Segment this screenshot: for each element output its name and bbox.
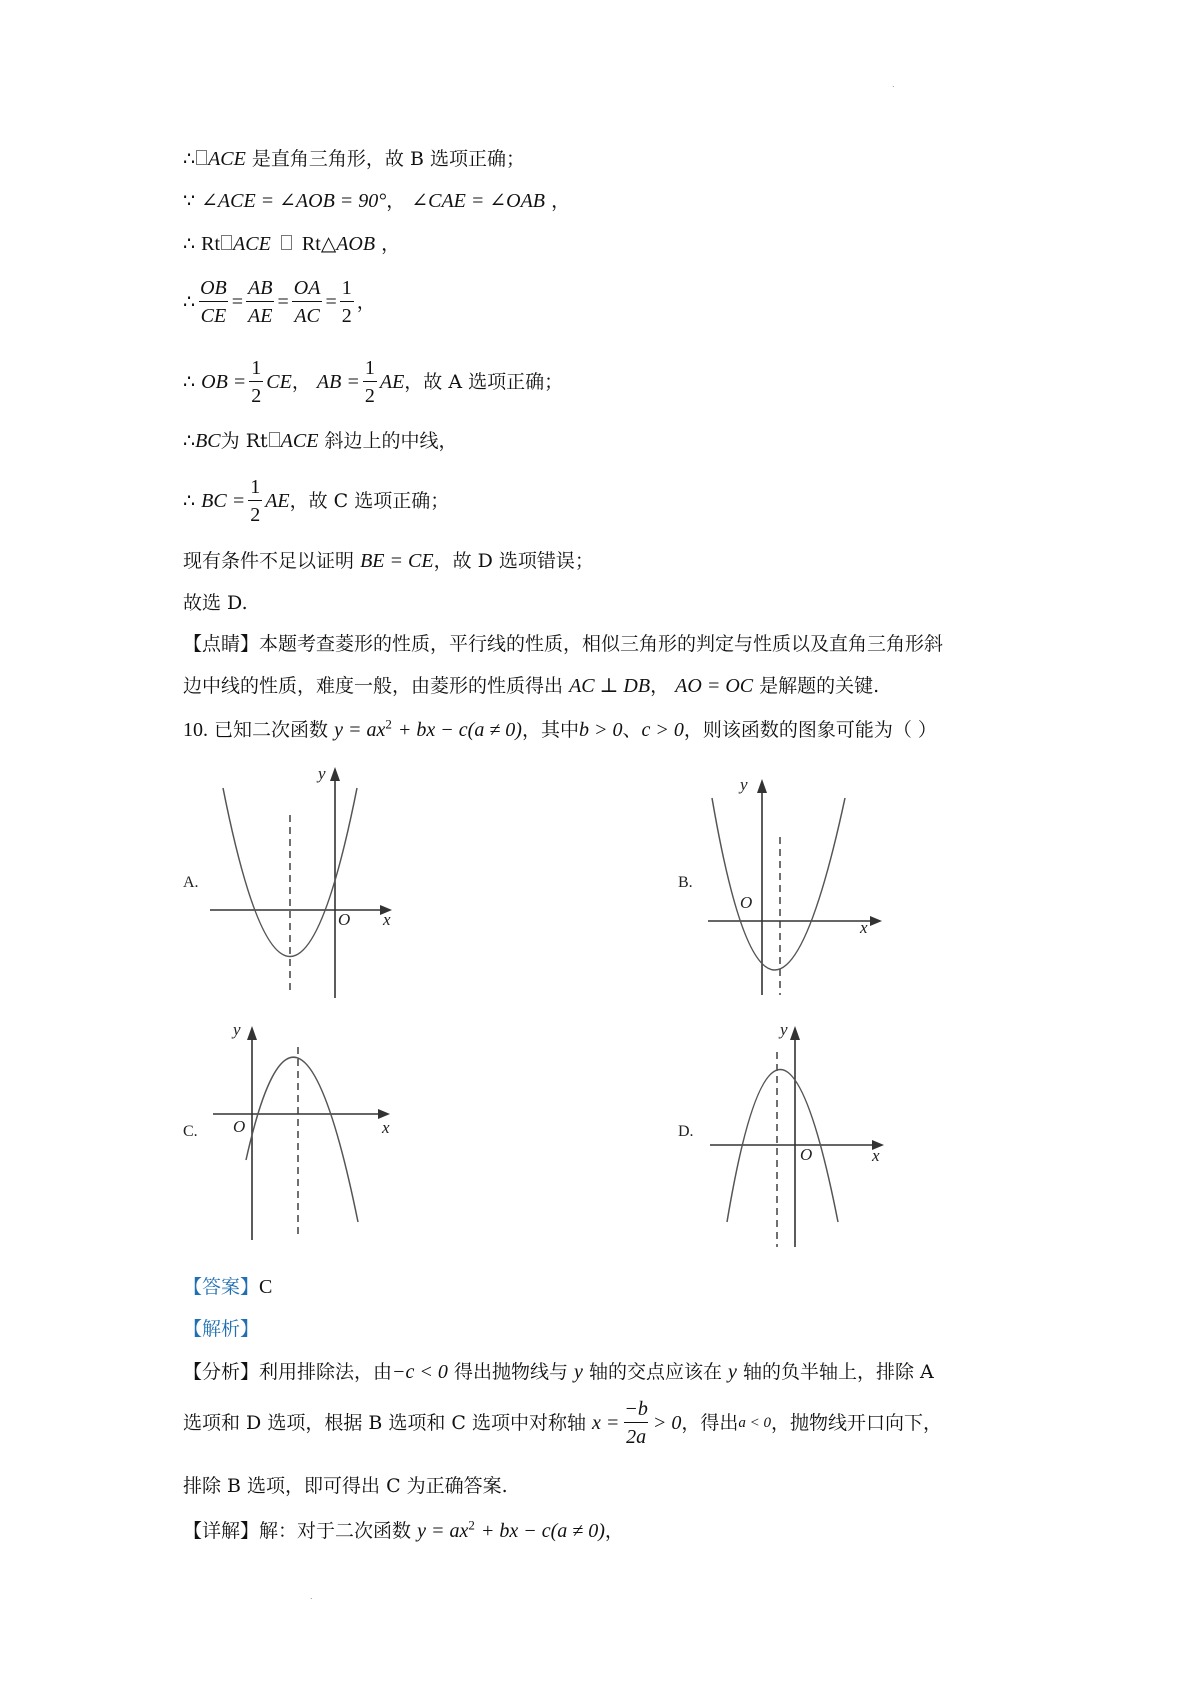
option-a-label: A. xyxy=(183,874,199,891)
option-d-label: D. xyxy=(678,1123,694,1140)
jiexi-line xyxy=(183,1316,259,1342)
graph-d-x-label: x xyxy=(872,1146,880,1165)
line-9: 故选 D. xyxy=(183,592,248,614)
option-b-label: B. xyxy=(678,874,693,891)
fraction-oa-ac: $\frac{OA}{AC}$ xyxy=(292,275,323,330)
answer-line: 【答案】C xyxy=(183,1276,273,1298)
top-corner-mark: . xyxy=(892,80,895,89)
graph-b-x-label: x xyxy=(860,918,868,937)
detail-line: 【详解】解：对于二次函数 $y = ax^2$ + bx − c(a ≠ 0)， xyxy=(183,1517,624,1542)
line-7: ∴ BC = $\frac{1}{2}$ AE ，故 C 选项正确； xyxy=(183,471,449,531)
detail-tag: 【详解】 xyxy=(183,1520,260,1542)
graph-a-y-label: y xyxy=(318,764,326,783)
line-2: ∵ ∠ACE = ∠AOB = 90°， ∠CAE = ∠OAB ， xyxy=(183,190,571,212)
dianjing-tag: 【点睛】 xyxy=(183,633,260,655)
fraction-one-half: $\frac{1}{2}$ xyxy=(340,275,354,330)
analysis-tag: 【分析】 xyxy=(183,1361,260,1383)
graph-c-x-label: x xyxy=(382,1118,390,1137)
answer-tag: 【答案】 xyxy=(183,1276,260,1298)
line-11: 边中线的性质，难度一般，由菱形的性质得出 AC ⊥ DB， AO = OC 是解题的关键. xyxy=(183,675,880,697)
graph-b-origin-label: O xyxy=(740,893,753,912)
line-8: 现有条件不足以证明 BE = CE，故 D 选项错误； xyxy=(183,550,594,572)
jiexi-tag: 【解析】 xyxy=(183,1318,260,1340)
line-5: ∴ OB = $\frac{1}{2}$ CE ， AB = $\frac{1}{2}$ AE ，故 A 选项正确； xyxy=(183,352,563,412)
analysis-line-1: 【分析】利用排除法，由−c < 0 得出抛物线与 y 轴的交点应该在 y 轴的负半轴上，排除 A xyxy=(183,1361,934,1383)
option-c-label: C. xyxy=(183,1123,198,1140)
fraction-half-3: $\frac{1}{2}$ xyxy=(248,474,262,529)
analysis-line-3: 排除 B 选项，即可得出 C 为正确答案. xyxy=(183,1475,508,1497)
line-3: ∴ Rt ACE Rt△AOB ， xyxy=(183,233,401,255)
fraction-half-2: $\frac{1}{2}$ xyxy=(363,355,377,410)
line-4: ∴ $\frac{OB}{CE}$ = $\frac{AB}{AE}$ = $\frac{OA}{AC}$ = $\frac{1}{2}$ ， xyxy=(183,272,376,332)
question-10: 10. 已知二次函数 $y = ax^2$ + bx − c(a ≠ 0)，其中b > 0、c > 0，则该函数的图象可能为（ ） xyxy=(183,716,937,741)
graph-c-y-label: y xyxy=(233,1020,241,1039)
graph-a xyxy=(200,765,400,1005)
graph-c-origin-label: O xyxy=(233,1117,246,1136)
graph-b xyxy=(700,775,900,1000)
line-1: ∴ ACE 是直角三角形，故 B 选项正确； xyxy=(183,148,525,170)
bottom-corner-mark: . xyxy=(310,1592,313,1601)
fraction-ob-ce: $\frac{OB}{CE}$ xyxy=(198,275,229,330)
graph-a-x-label: x xyxy=(383,910,391,929)
graph-a-origin-label: O xyxy=(338,910,351,929)
fraction-half-1: $\frac{1}{2}$ xyxy=(249,355,263,410)
line-10: 【点睛】本题考查菱形的性质，平行线的性质，相似三角形的判定与性质以及直角三角形斜 xyxy=(183,633,944,655)
graph-d-origin-label: O xyxy=(800,1145,813,1164)
fraction-ab-ae: $\frac{AB}{AE}$ xyxy=(246,275,274,330)
graph-b-y-label: y xyxy=(740,775,748,794)
graph-d-y-label: y xyxy=(780,1020,788,1039)
fraction-neg-b-2a: $\frac{-b}{2a}$ xyxy=(622,1396,650,1451)
line-6: ∴BC为 Rt ACE 斜边上的中线， xyxy=(183,430,458,452)
analysis-line-2: 选项和 D 选项，根据 B 选项和 C 选项中对称轴 x = $\frac{-b}{2a}$ > 0 ，得出 a < 0 ，抛物线开口向下， xyxy=(183,1392,942,1454)
graph-d xyxy=(705,1022,905,1247)
